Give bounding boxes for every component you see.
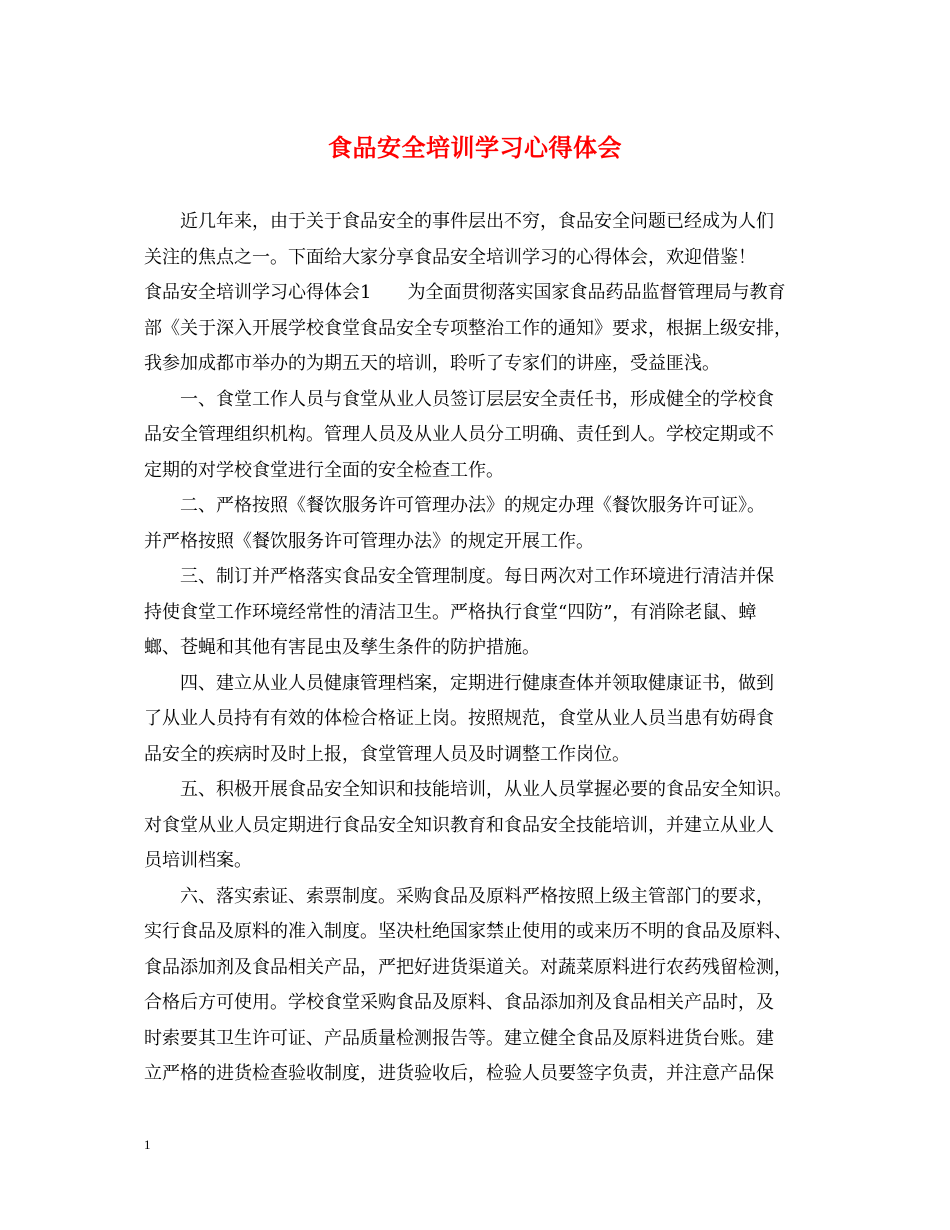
body-line: 实行食品及原料的准入制度。坚决杜绝国家禁止使用的或来历不明的食品及原料、 — [144, 921, 792, 942]
body-line: 了从业人员持有有效的体检合格证上岗。按照规范，食堂从业人员当患有妨碍食 — [144, 708, 774, 729]
body-line: 五、积极开展食品安全知识和技能培训，从业人员掌握必要的食品安全知识。 — [180, 779, 792, 800]
body-line: 品安全的疾病时及时上报，食堂管理人员及时调整工作岗位。 — [144, 743, 630, 765]
body-line: 并严格按照《餐饮服务许可管理办法》的规定开展工作。 — [144, 530, 594, 552]
body-line: 二、严格按照《餐饮服务许可管理办法》的规定办理《餐饮服务许可证》。 — [180, 495, 765, 516]
body-line: 持使食堂工作环境经常性的清洁卫生。严格执行食堂“四防”，有消除老鼠、蟑 — [144, 601, 757, 623]
body-line: 食品添加剂及食品相关产品，严把好进货渠道关。对蔬菜原料进行农药残留检测， — [144, 956, 792, 978]
body-line: 时索要其卫生许可证、产品质量检测报告等。建立健全食品及原料进货台账。建 — [144, 1027, 774, 1049]
document-body — [144, 204, 816, 1092]
document-title: 食品安全培训学习心得体会 — [328, 133, 622, 162]
body-line: 食品安全培训学习心得体会1 为全面贯彻落实国家食品药品监督管理局与教育 — [144, 282, 786, 303]
body-line: 部《关于深入开展学校食堂食品安全专项整治工作的通知》要求，根据上级安排， — [144, 317, 792, 339]
body-line: 我参加成都市举办的为期五天的培训，聆听了专家们的讲座，受益匪浅。 — [144, 353, 720, 374]
body-line: 三、制订并严格落实食品安全管理制度。每日两次对工作环境进行清洁并保 — [180, 566, 774, 587]
body-line: 合格后方可使用。学校食堂采购食品及原料、食品添加剂及食品相关产品时，及 — [144, 992, 774, 1013]
body-line: 对食堂从业人员定期进行食品安全知识教育和食品安全技能培训，并建立从业人 — [144, 814, 774, 836]
body-line: 近几年来，由于关于食品安全的事件层出不穷，食品安全问题已经成为人们 — [180, 211, 774, 232]
body-line: 定期的对学校食堂进行全面的安全检查工作。 — [144, 459, 504, 481]
body-line: 六、落实索证、索票制度。采购食品及原料严格按照上级主管部门的要求， — [180, 885, 774, 907]
body-line: 立严格的进货检查验收制度，进货验收后，检验人员要签字负责，并注意产品保 — [144, 1063, 774, 1084]
body-line: 员培训档案。 — [144, 850, 252, 871]
body-line: 螂、苍蝇和其他有害昆虫及孳生条件的防护措施。 — [144, 637, 540, 658]
body-line: 一、食堂工作人员与食堂从业人员签订层层安全责任书，形成健全的学校食 — [180, 388, 774, 410]
page-number: 1 — [144, 1137, 151, 1152]
body-line: 四、建立从业人员健康管理档案，定期进行健康查体并领取健康证书，做到 — [180, 672, 774, 694]
body-line: 品安全管理组织机构。管理人员及从业人员分工明确、责任到人。学校定期或不 — [144, 424, 774, 445]
body-line: 关注的焦点之一。下面给大家分享食品安全培训学习的心得体会，欢迎借鉴！ — [144, 246, 756, 268]
